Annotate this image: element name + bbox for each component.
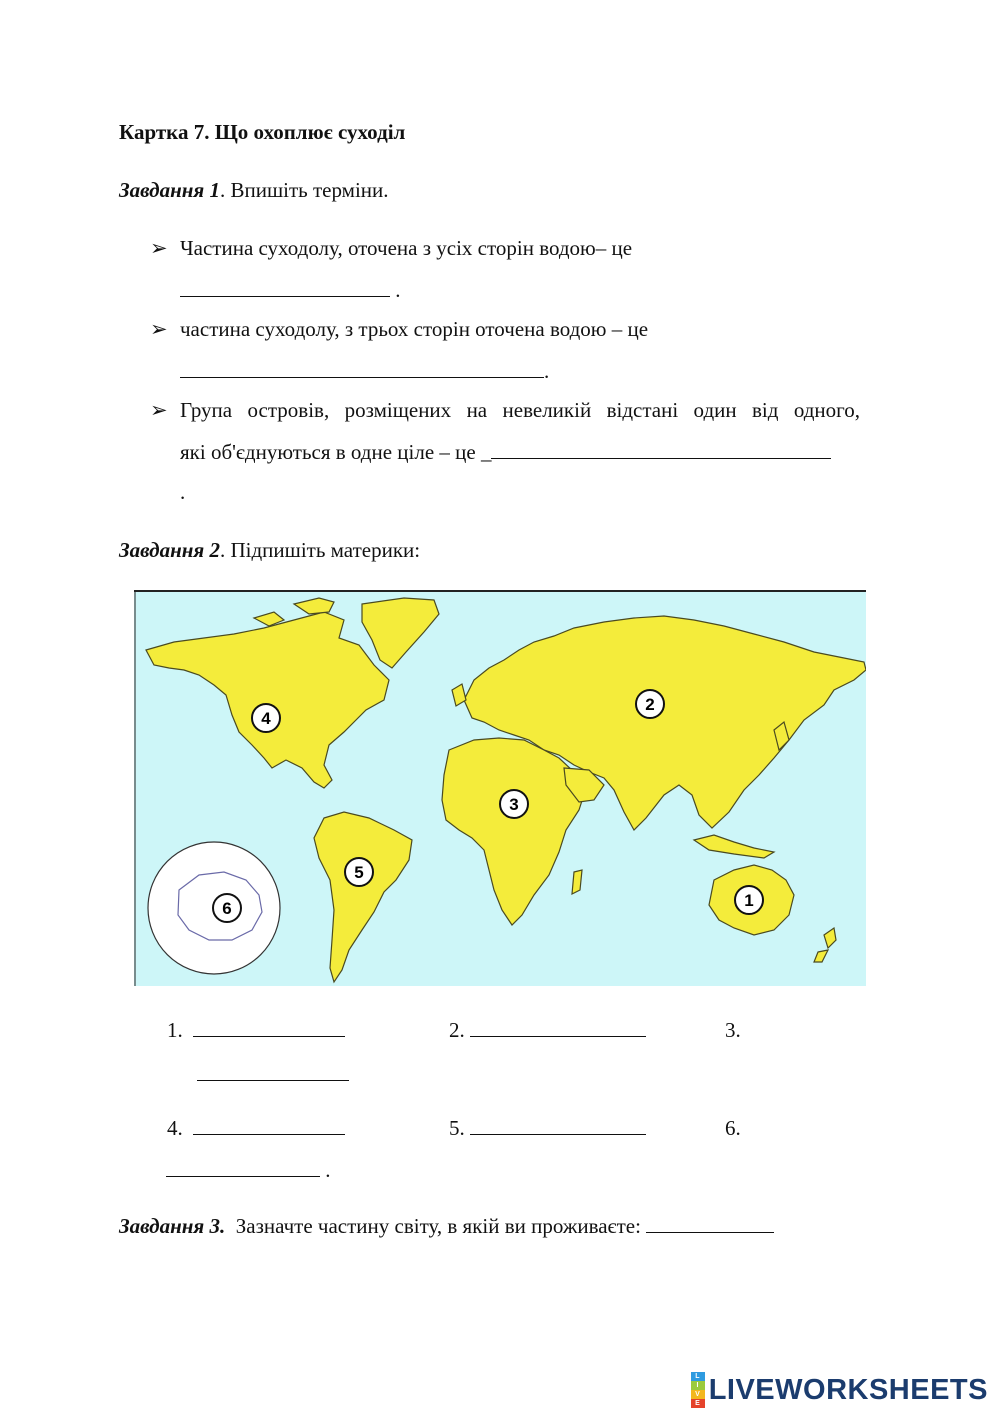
- answer-1-blank[interactable]: [193, 1035, 345, 1037]
- task3-label: Завдання 3.: [119, 1214, 226, 1238]
- answer-1-number: 1.: [167, 1018, 183, 1042]
- svg-text:1: 1: [744, 891, 754, 910]
- task3-text: Зазначте частину світу, в якій ви проживаєте:: [235, 1214, 641, 1238]
- bullet-arrow-icon: ➢: [150, 317, 168, 341]
- task1-item2-answer: [180, 359, 549, 384]
- badge-letter-i: I: [691, 1381, 705, 1390]
- answer-3-blank[interactable]: [197, 1079, 349, 1081]
- world-map: [134, 590, 866, 986]
- task3-heading: [119, 1214, 774, 1239]
- answer-blank-3[interactable]: [491, 457, 831, 459]
- map-label-2[interactable]: [636, 690, 664, 718]
- task1-item3-line2: [180, 440, 831, 465]
- task2-label: Завдання 2: [119, 538, 220, 562]
- answer-row-5: [449, 1116, 646, 1141]
- task1-item1-tail: .: [390, 278, 401, 302]
- madagascar-shape: [572, 870, 582, 894]
- answer-5-number: 5.: [449, 1116, 465, 1140]
- task1-label: Завдання 1: [119, 178, 220, 202]
- map-label-6[interactable]: [213, 894, 241, 922]
- badge-letter-v: V: [691, 1390, 705, 1399]
- brand-text: LIVEWORKSHEETS: [708, 1373, 988, 1406]
- task1-item2-text: частина суходолу, з трьох сторін оточена водою – це: [180, 317, 649, 341]
- answer-row-4: [167, 1116, 345, 1141]
- task1-item2-tail: .: [544, 359, 550, 383]
- answer-3-number: 3.: [725, 1018, 741, 1042]
- task2-text: . Підпишіть материки:: [219, 538, 421, 562]
- task3-answer-blank[interactable]: [646, 1231, 774, 1233]
- answer-2-blank[interactable]: [470, 1035, 646, 1037]
- answer-blank-2[interactable]: [180, 376, 544, 378]
- answer-row-6-line: [166, 1158, 331, 1183]
- task1-heading: [119, 178, 389, 203]
- svg-text:3: 3: [509, 795, 519, 814]
- answer-row-1: [167, 1018, 345, 1043]
- badge-letter-l: L: [691, 1372, 705, 1381]
- answer-6-tail: .: [320, 1158, 331, 1182]
- map-label-5[interactable]: [345, 858, 373, 886]
- answer-6-number: 6.: [725, 1116, 741, 1140]
- badge-letter-e: E: [691, 1399, 705, 1408]
- task1-item1-answer: [180, 278, 401, 303]
- task2-heading: [119, 538, 420, 563]
- answer-row-2: [449, 1018, 646, 1043]
- liveworksheets-logo: [691, 1372, 988, 1408]
- answer-5-blank[interactable]: [470, 1133, 646, 1135]
- task1-text: . Впишіть терміни.: [219, 178, 389, 202]
- bullet-arrow-icon: ➢: [150, 236, 168, 260]
- svg-text:2: 2: [645, 695, 655, 714]
- answer-row-3-line: [197, 1062, 349, 1087]
- svg-text:6: 6: [222, 899, 232, 918]
- answer-2-number: 2.: [449, 1018, 465, 1042]
- map-label-1[interactable]: [735, 886, 763, 914]
- card-title: Картка 7. Що охоплює суходіл: [119, 120, 406, 144]
- task1-item1-text: Частина суходолу, оточена з усіх сторін водою– це: [180, 236, 633, 260]
- bullet-arrow-icon: ➢: [150, 398, 168, 422]
- svg-text:5: 5: [354, 863, 364, 882]
- answer-blank-1[interactable]: [180, 295, 390, 297]
- svg-text:4: 4: [261, 709, 271, 728]
- answer-4-blank[interactable]: [193, 1133, 345, 1135]
- map-label-4[interactable]: [252, 704, 280, 732]
- map-label-3[interactable]: [500, 790, 528, 818]
- task1-item3-line2-text: які об'єднуються в одне ціле – це _: [180, 440, 492, 464]
- task1-item3-tail: .: [180, 480, 186, 504]
- live-badge-icon: [691, 1372, 705, 1408]
- answer-4-number: 4.: [167, 1116, 183, 1140]
- answer-6-blank[interactable]: [166, 1175, 320, 1177]
- task1-item3-text: Група островів, розміщених на невеликій відстані один від одного,: [180, 398, 860, 422]
